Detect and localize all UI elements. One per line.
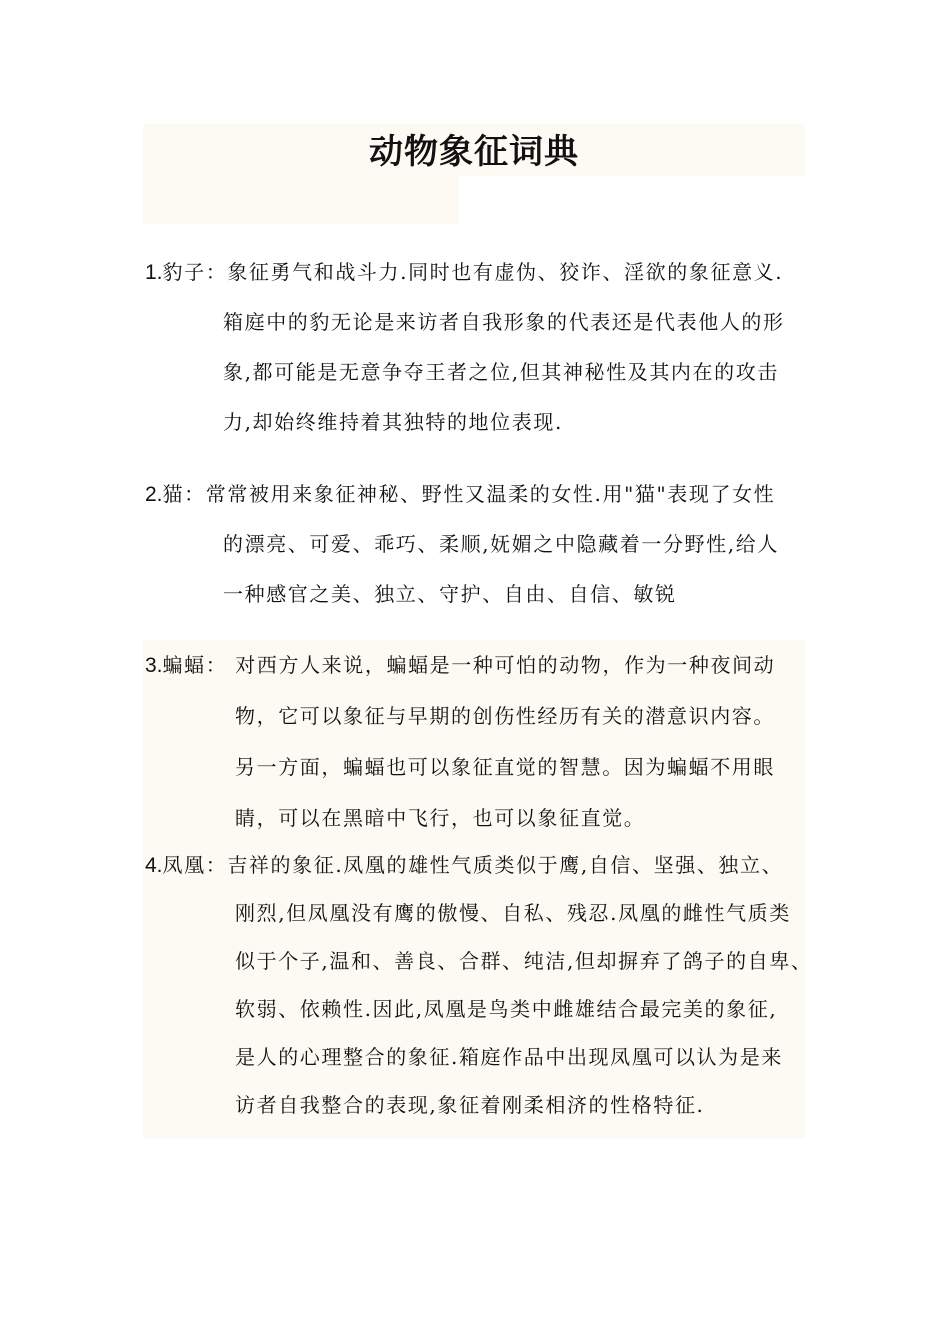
entry-line: 似于个子,温和、善良、合群、纯洁,但却摒弃了鸽子的自卑、 <box>235 949 813 973</box>
entry-line: 象,都可能是无意争夺王者之位,但其神秘性及其内在的攻击 <box>223 360 779 384</box>
entry-line: 箱庭中的豹无论是来访者自我形象的代表还是代表他人的形 <box>223 310 785 334</box>
entry-lead-text: 豹子：象征勇气和战斗力.同时也有虚伪、狡诈、淫欲的象征意义. <box>162 260 784 284</box>
document-title: 动物象征词典 <box>369 132 579 172</box>
entry-bat <box>145 650 820 854</box>
entry-line: 的漂亮、可爱、乖巧、柔顺,妩媚之中隐藏着一分野性,给人 <box>223 532 779 556</box>
entry-lead-text: 凤凰：吉祥的象征.凤凰的雄性气质类似于鹰,自信、坚强、独立、 <box>162 853 784 877</box>
entry-number: 4. <box>145 854 163 877</box>
entry-lead-text: 蝙蝠： 对西方人来说，蝙蝠是一种可怕的动物，作为一种夜间动 <box>162 653 776 677</box>
entry-line: 另一方面，蝙蝠也可以象征直觉的智慧。因为蝙蝠不用眼 <box>235 755 775 779</box>
entry-line: 软弱、依赖性.因此,凤凰是鸟类中雌雄结合最完美的象征, <box>235 997 778 1021</box>
entry-line: 访者自我整合的表现,象征着刚柔相济的性格特征. <box>235 1093 705 1117</box>
entry-line: 一种感官之美、独立、守护、自由、自信、敏锐 <box>223 582 677 606</box>
entry-line: 刚烈,但凤凰没有鹰的傲慢、自私、残忍.凤凰的雌性气质类 <box>235 901 791 925</box>
entry-leopard <box>145 257 820 457</box>
entry-lead-line <box>145 850 820 898</box>
entry-line: 力,却始终维持着其独特的地位表现. <box>223 410 563 434</box>
entry-lead-line <box>145 479 820 529</box>
entry-number: 3. <box>145 654 163 677</box>
title-highlight-bottom <box>143 176 458 224</box>
entry-lead-line <box>145 650 820 701</box>
entry-line: 是人的心理整合的象征.箱庭作品中出现凤凰可以认为是来 <box>235 1045 783 1069</box>
entry-number: 1. <box>145 261 163 284</box>
entry-phoenix <box>145 850 820 1138</box>
entry-lead-text: 猫：常常被用来象征神秘、野性又温柔的女性.用"猫"表现了女性 <box>162 482 776 506</box>
entry-line: 物，它可以象征与早期的创伤性经历有关的潜意识内容。 <box>235 704 775 728</box>
entry-number: 2. <box>145 483 163 506</box>
entry-lead-line <box>145 257 820 307</box>
entry-cat <box>145 479 820 629</box>
entry-line: 睛，可以在黑暗中飞行，也可以象征直觉。 <box>235 806 646 830</box>
